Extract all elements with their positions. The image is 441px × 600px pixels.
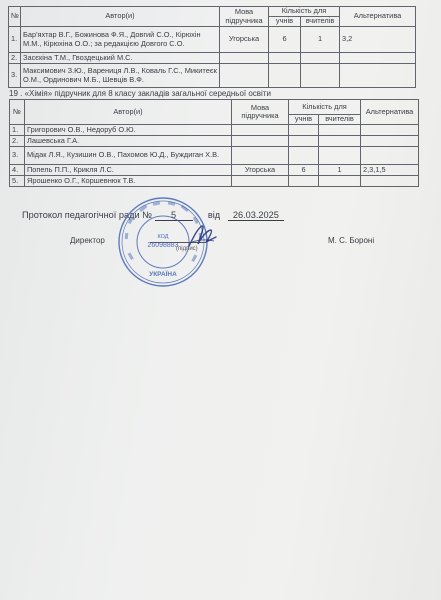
row-language: Угорська bbox=[232, 165, 289, 176]
row-number: 3. bbox=[10, 147, 25, 165]
row-students bbox=[289, 136, 319, 147]
row-teachers bbox=[319, 125, 361, 136]
row-students bbox=[269, 53, 301, 64]
col-header-alternative: Альтернатива bbox=[361, 100, 419, 125]
table-row bbox=[9, 27, 416, 53]
table-row bbox=[10, 147, 419, 165]
row-authors: Ярошенко О.Г., Коршевнюк Т.В. bbox=[25, 176, 232, 187]
col-header-quantity: Кількість для bbox=[269, 7, 340, 17]
col-header-authors: Автор(и) bbox=[25, 100, 232, 125]
table-row bbox=[9, 64, 416, 88]
row-number: 1. bbox=[9, 27, 21, 53]
row-alternative bbox=[361, 176, 419, 187]
section-heading-chemistry: 19 . «Хімія» підручник для 8 класу закладів загальної середньої освіти bbox=[9, 89, 271, 98]
signature-caption: (підпис) bbox=[176, 246, 198, 252]
row-alternative bbox=[340, 53, 416, 64]
row-alternative bbox=[340, 64, 416, 88]
row-teachers bbox=[301, 64, 340, 88]
row-alternative: 2,3,1,5 bbox=[361, 165, 419, 176]
director-name: М. С. Бороні bbox=[328, 236, 375, 245]
col-header-language: Мова підручника bbox=[220, 7, 269, 27]
row-authors: Григорович О.В., Недоруб О.Ю. bbox=[25, 125, 232, 136]
textbook-table-physics bbox=[8, 6, 416, 88]
row-teachers bbox=[319, 147, 361, 165]
protocol-from-label: від bbox=[207, 210, 221, 220]
row-language: Угорська bbox=[220, 27, 269, 53]
row-teachers bbox=[319, 176, 361, 187]
table-row bbox=[10, 165, 419, 176]
textbook-table-chemistry bbox=[9, 99, 419, 187]
stamp-country: УКРАЇНА bbox=[149, 271, 177, 278]
row-teachers bbox=[319, 136, 361, 147]
table-row bbox=[9, 53, 416, 64]
col-header-alternative: Альтернатива bbox=[340, 7, 416, 27]
handwritten-signature bbox=[186, 222, 218, 252]
row-students bbox=[289, 176, 319, 187]
row-alternative bbox=[361, 125, 419, 136]
row-number: 2. bbox=[9, 53, 21, 64]
row-language bbox=[232, 136, 289, 147]
row-authors: Мідак Л.Я., Кузишин О.В., Пахомов Ю.Д., Буждиган Х.В. bbox=[25, 147, 232, 165]
row-students: 6 bbox=[269, 27, 301, 53]
row-language bbox=[220, 64, 269, 88]
protocol-date: 26.03.2025 bbox=[228, 210, 284, 221]
col-header-students: учнів bbox=[269, 17, 301, 27]
row-students bbox=[269, 64, 301, 88]
col-header-teachers: вчителів bbox=[319, 115, 361, 125]
row-students: 6 bbox=[289, 165, 319, 176]
row-number: 1. bbox=[10, 125, 25, 136]
stamp-code: 26098883 bbox=[147, 242, 179, 249]
row-authors: Попель П.П., Крикля Л.С. bbox=[25, 165, 232, 176]
row-number: 2. bbox=[10, 136, 25, 147]
row-teachers: 1 bbox=[319, 165, 361, 176]
table-row bbox=[10, 125, 419, 136]
col-header-number: № bbox=[9, 7, 21, 27]
row-number: 5. bbox=[10, 176, 25, 187]
col-header-quantity: Кількість для bbox=[289, 100, 361, 115]
row-students bbox=[289, 125, 319, 136]
stamp-code-label: КОД bbox=[157, 234, 169, 240]
row-language bbox=[220, 53, 269, 64]
row-language bbox=[232, 176, 289, 187]
protocol-number: 5 bbox=[155, 210, 193, 221]
row-number: 4. bbox=[10, 165, 25, 176]
protocol-label: Протокол педагогічної ради № bbox=[22, 210, 152, 220]
row-authors: Максимович З.Ю., Варениця Л.В., Коваль Г.С., Микитеєк О.М., Ординович М.Б., Шевців В.Ф. bbox=[21, 64, 220, 88]
row-language bbox=[232, 125, 289, 136]
row-alternative bbox=[361, 147, 419, 165]
col-header-number: № bbox=[10, 100, 25, 125]
col-header-students: учнів bbox=[289, 115, 319, 125]
col-header-teachers: вчителів bbox=[301, 17, 340, 27]
row-authors: Лашевська Г.А. bbox=[25, 136, 232, 147]
table-row bbox=[10, 176, 419, 187]
col-header-authors: Автор(и) bbox=[21, 7, 220, 27]
row-teachers: 1 bbox=[301, 27, 340, 53]
row-alternative bbox=[361, 136, 419, 147]
row-language bbox=[232, 147, 289, 165]
row-alternative: 3,2 bbox=[340, 27, 416, 53]
table-row bbox=[10, 136, 419, 147]
row-number: 3. bbox=[9, 64, 21, 88]
row-teachers bbox=[301, 53, 340, 64]
row-authors: Засєкіна Т.М., Гвоздецький М.С. bbox=[21, 53, 220, 64]
row-students bbox=[289, 147, 319, 165]
director-label: Директор bbox=[70, 236, 105, 245]
row-authors: Бар'яхтар В.Г., Божинова Ф.Я., Довгий С.О., Кірюхін М.М., Кірюхіна О.О.; за редакцією Довгого С.О. bbox=[21, 27, 220, 53]
col-header-language: Мова підручника bbox=[232, 100, 289, 125]
